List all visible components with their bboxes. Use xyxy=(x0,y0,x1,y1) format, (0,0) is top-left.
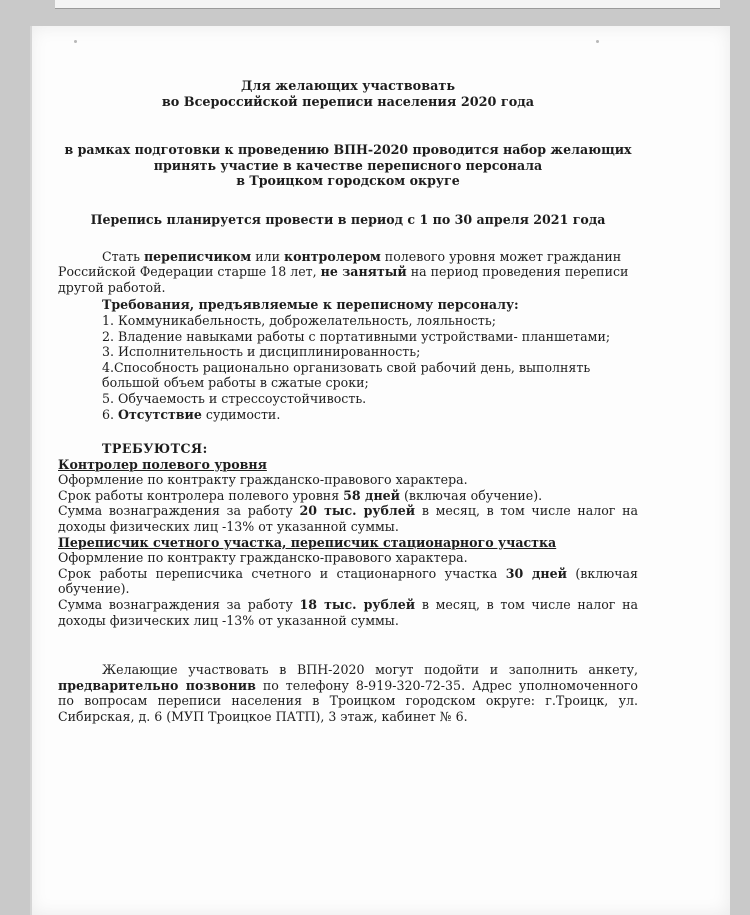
required-heading: ТРЕБУЮТСЯ: xyxy=(102,441,208,457)
enumerator-term-text: Срок работы переписчика счетного и стационарного участка xyxy=(58,565,506,581)
intro-bold-enumerator: переписчиком xyxy=(143,248,252,264)
enumerator-term-days: 30 дней xyxy=(505,565,567,581)
intro-text: Стать xyxy=(102,248,144,264)
controller-term xyxy=(58,488,638,504)
controller-term-text: (включая обучение). xyxy=(400,487,543,503)
controller-contract: Оформление по контракту гражданско-правового характера. xyxy=(58,472,468,488)
intro-paragraph xyxy=(58,249,638,296)
recruitment-line-2: принять участие в качестве переписного персонала xyxy=(153,157,543,173)
enumerator-pay-text: в месяц, в том числе налог на доходы физических лиц -13% от указанной суммы. xyxy=(58,597,638,628)
enumerator-term-text: (включая обучение). xyxy=(58,565,639,597)
requirement-item: 4.Способность рационально организовать свой рабочий день, выполнять большой объем работы в сжатые сроки; xyxy=(102,359,591,391)
controller-term-text: Срок работы контролера полевого уровня xyxy=(58,487,344,503)
header-block xyxy=(58,79,638,110)
enumerator-pay xyxy=(58,597,638,628)
controller-pay xyxy=(58,503,638,534)
contact-paragraph xyxy=(58,662,638,724)
enumerator-section xyxy=(58,535,638,629)
census-period: Перепись планируется провести в период с 1 по 30 апреля 2021 года xyxy=(90,211,606,227)
document-content xyxy=(58,79,638,725)
intro-bold-not-employed: не занятый xyxy=(320,264,407,280)
intro-bold-controller: контролером xyxy=(284,248,381,264)
requirement-item: 5. Обучаемость и стрессоустойчивость. xyxy=(102,390,367,406)
enumerator-pay-amount: 18 тыс. рублей xyxy=(299,597,416,613)
requirement-6-suffix: судимости. xyxy=(201,406,281,422)
controller-pay-amount: 20 тыс. рублей xyxy=(299,503,416,519)
contact-text: по телефону 8-919-320-72-35. Адрес уполномоченного по вопросам переписи населения в Троицком городском округе: г.Троицк, ул. Сибирская, д. 6 (МУП Троицкое ПАТП), 3 этаж, кабинет № 6. xyxy=(58,677,638,724)
controller-pay-text: в месяц, в том числе налог на доходы физических лиц -13% от указанной суммы. xyxy=(58,503,638,535)
requirements-list xyxy=(58,313,638,422)
controller-term-days: 58 дней xyxy=(343,487,401,503)
recruitment-block xyxy=(58,142,638,189)
controller-section xyxy=(58,457,638,535)
requirement-6-bold: Отсутствие xyxy=(118,406,202,422)
recruitment-line-3: в Троицком городском округе xyxy=(236,173,460,189)
recruitment-line-1: в рамках подготовки к проведению ВПН-2020 проводится набор желающих xyxy=(64,142,632,158)
contact-bold-call-ahead: предварительно позвонив xyxy=(58,677,256,693)
enumerator-term xyxy=(58,566,638,597)
requirement-item: 2. Владение навыками работы с портативными устройствами- планшетами; xyxy=(102,328,611,344)
enumerator-contract: Оформление по контракту гражданско-правового характера. xyxy=(58,550,468,566)
scan-dot xyxy=(596,40,599,43)
intro-text: на период проведения переписи другой работой. xyxy=(58,264,629,295)
controller-pay-text: Сумма вознаграждения за работу xyxy=(58,503,300,519)
enumerator-pay-text: Сумма вознаграждения за работу xyxy=(58,597,300,613)
requirement-item: 1. Коммуникабельность, доброжелательность, лояльность; xyxy=(102,312,496,328)
enumerator-title: Переписчик счетного участка, переписчик стационарного участка xyxy=(58,534,557,550)
requirement-item xyxy=(58,407,638,423)
intro-text: полевого уровня может гражданин Российской Федерации старше 18 лет, xyxy=(58,248,622,280)
requirements-heading: Требования, предъявляемые к переписному персоналу: xyxy=(102,297,519,313)
header-line-1: Для желающих участвовать xyxy=(240,79,456,94)
controller-title: Контролер полевого уровня xyxy=(58,456,267,472)
intro-text: или xyxy=(251,248,285,264)
scan-dot xyxy=(74,40,77,43)
requirement-item: 3. Исполнительность и дисциплинированность; xyxy=(102,344,421,360)
requirement-6-prefix: 6. xyxy=(102,406,119,422)
contact-text: Желающие участвовать в ВПН-2020 могут подойти и заполнить анкету, xyxy=(102,662,638,678)
previous-page-strip xyxy=(55,0,720,9)
header-line-2: во Всероссийской переписи населения 2020 года xyxy=(161,94,535,110)
